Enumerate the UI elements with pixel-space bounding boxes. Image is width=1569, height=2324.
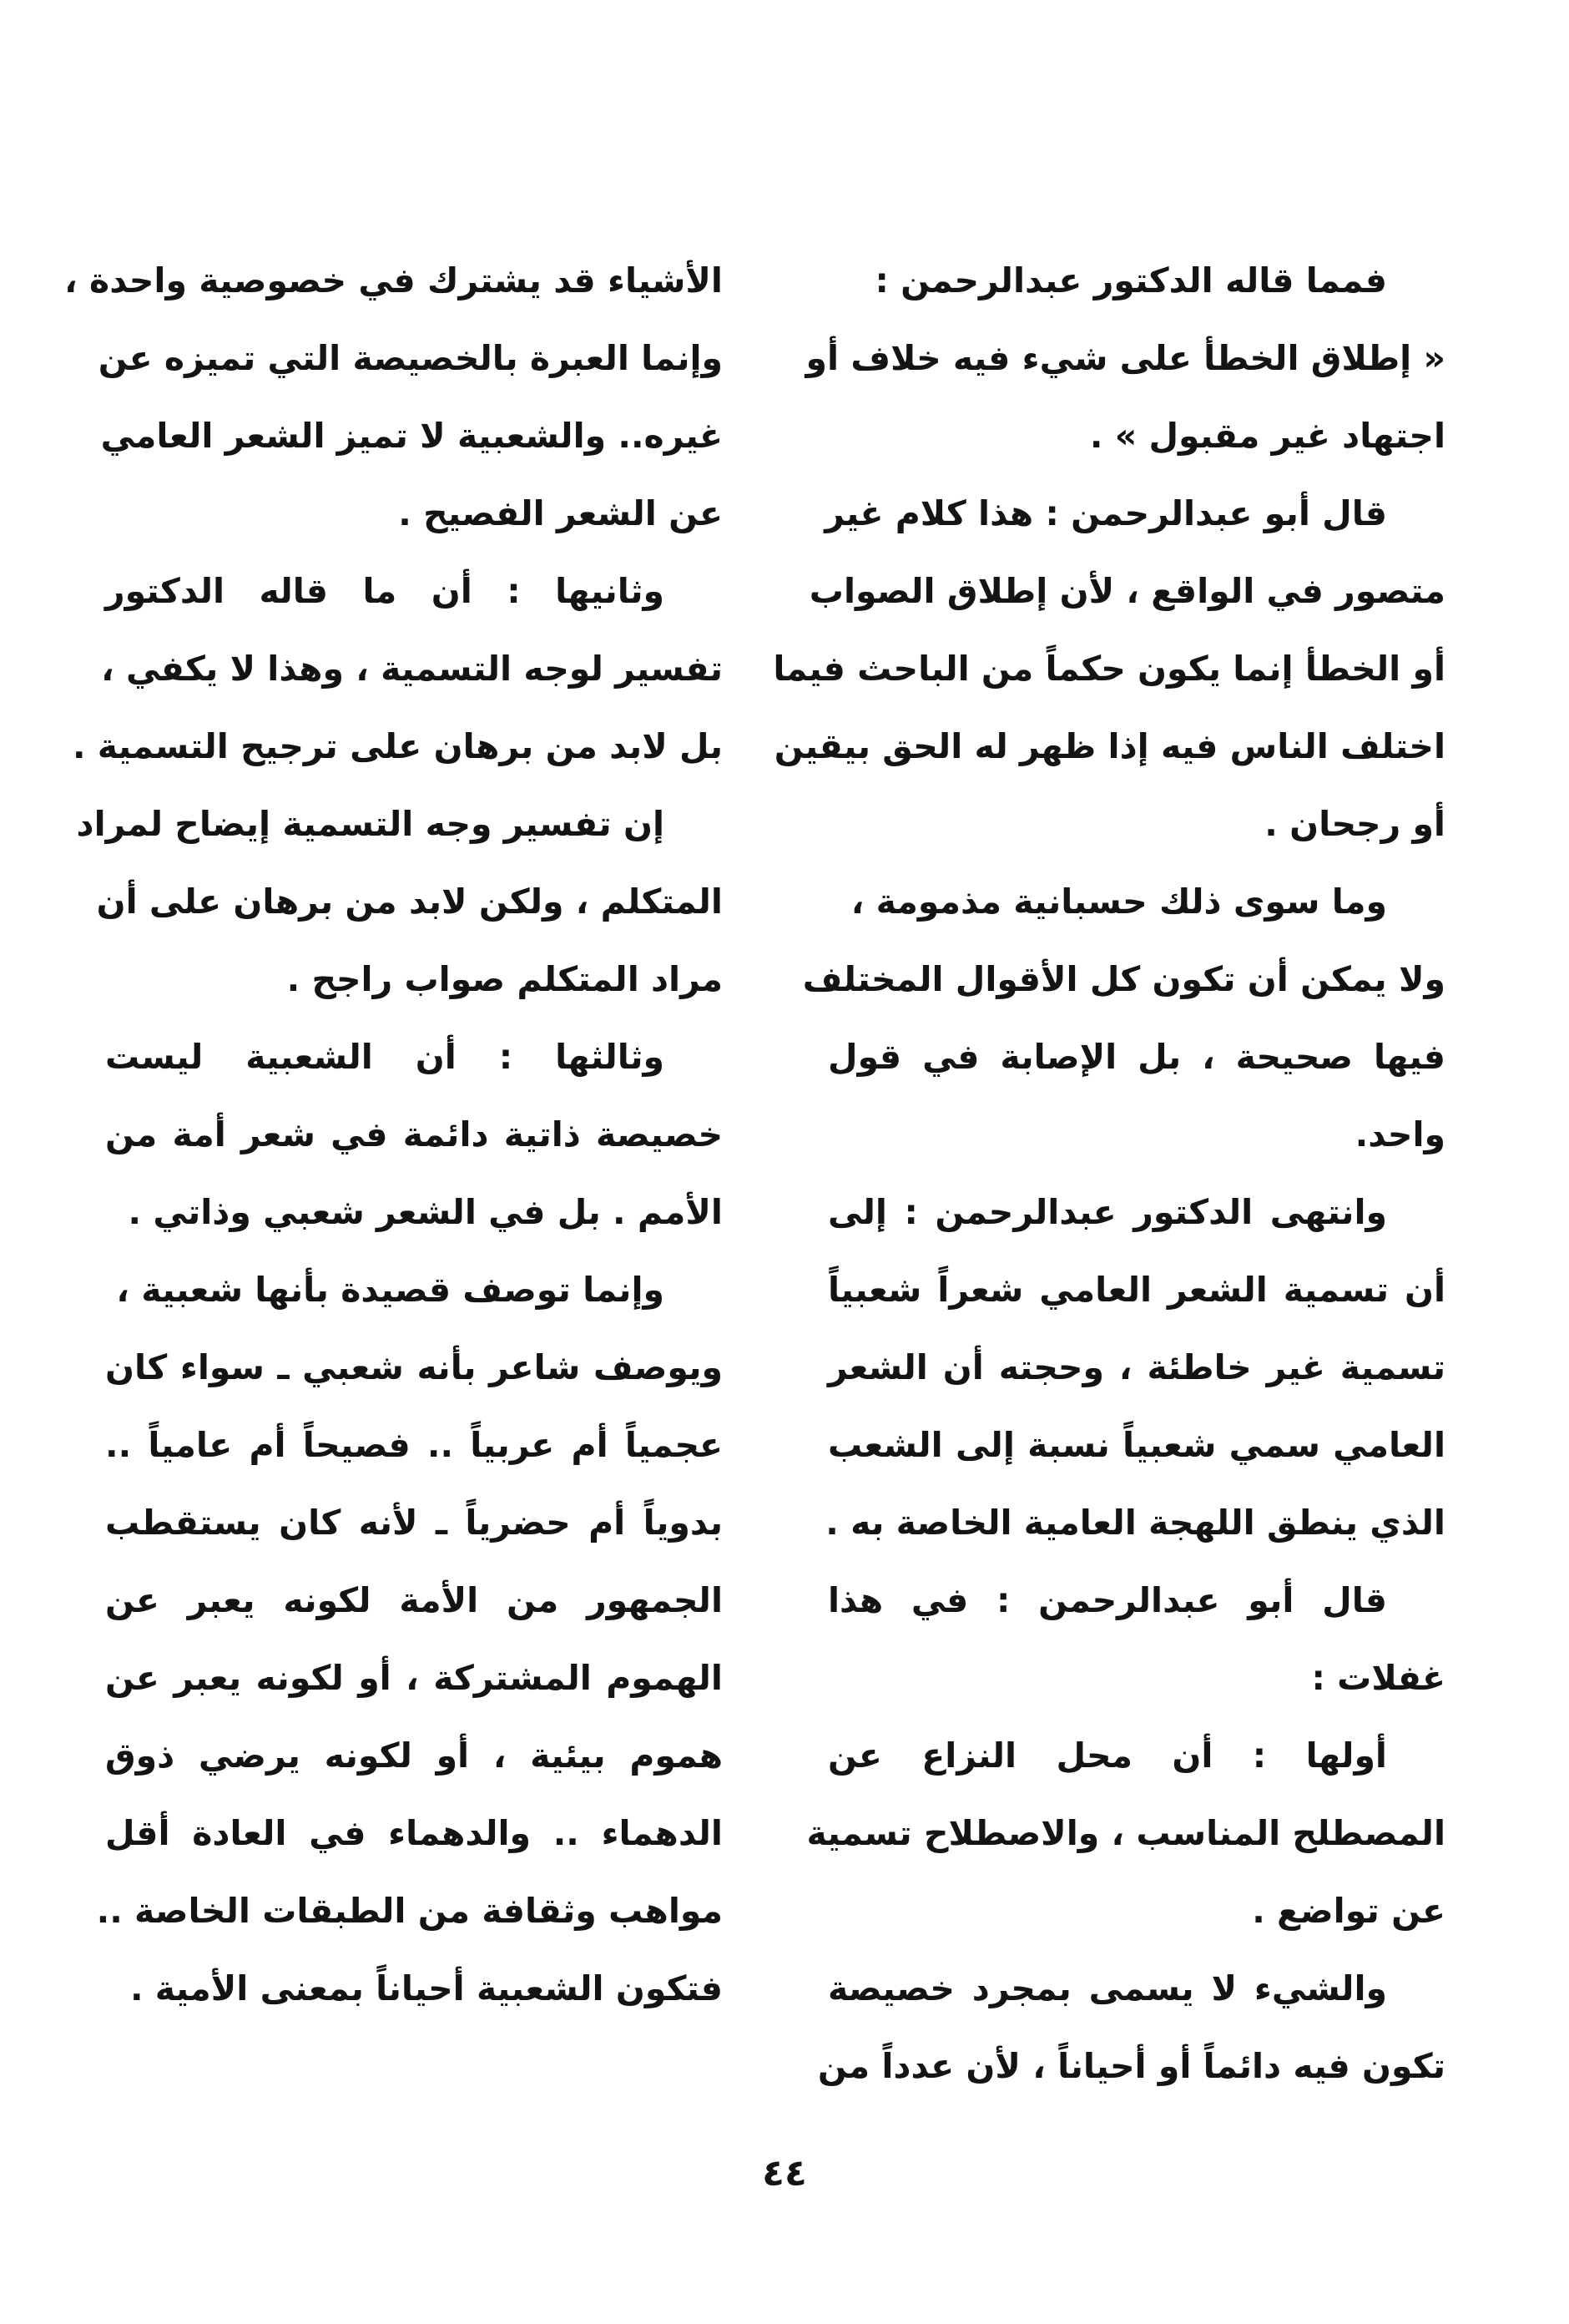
page-number: ٤٤ [762, 2152, 807, 2195]
text-line: اجتهاد غير مقبول » . [1089, 416, 1445, 456]
text-line: أولها : أن محل النزاع عن [828, 1735, 1387, 1776]
text-line: ويوصف شاعر بأنه شعبي ـ سواء كان [105, 1347, 723, 1387]
text-line: أو رجحان . [1264, 804, 1445, 844]
text-line: متصور في الواقع ، لأن إطلاق الصواب [809, 571, 1445, 611]
text-line: الأشياء قد يشترك في خصوصية واحدة ، [64, 260, 723, 301]
text-line: عجمياً أم عربياً .. فصيحاً أم عامياً .. [105, 1425, 723, 1465]
text-line: فمما قاله الدكتور عبدالرحمن : [875, 260, 1387, 301]
text-line: وانتهى الدكتور عبدالرحمن : إلى [828, 1192, 1387, 1232]
text-line: وإنما العبرة بالخصيصة التي تميزه عن [98, 338, 723, 378]
text-line: إن تفسير وجه التسمية إيضاح لمراد [76, 804, 664, 844]
text-line: وما سوى ذلك حسبانية مذمومة ، [850, 882, 1387, 922]
text-line: أو الخطأ إنما يكون حكماً من الباحث فيما [773, 649, 1445, 689]
text-line: عن تواضع . [1252, 1891, 1445, 1931]
text-line: المصطلح المناسب ، والاصطلاح تسمية [806, 1813, 1445, 1853]
text-line: فيها صحيحة ، بل الإصابة في قول [828, 1037, 1445, 1077]
text-line: اختلف الناس فيه إذا ظهر له الحق بيقين [774, 726, 1445, 766]
text-line: العامي سمي شعبياً نسبة إلى الشعب [828, 1425, 1445, 1465]
text-line: هموم بيئية ، أو لكونه يرضي ذوق [105, 1735, 723, 1776]
text-line: والشيء لا يسمى بمجرد خصيصة [828, 1968, 1387, 2008]
text-line: « إطلاق الخطأ على شيء فيه خلاف أو [805, 338, 1445, 378]
text-line: وثالثها : أن الشعبية ليست [105, 1037, 664, 1077]
text-line: مراد المتكلم صواب راجح . [286, 959, 723, 999]
text-line: بدوياً أم حضرياً ـ لأنه كان يستقطب [105, 1503, 723, 1543]
text-line: واحد. [1355, 1114, 1445, 1154]
text-line: الذي ينطق اللهجة العامية الخاصة به . [825, 1503, 1445, 1543]
text-line: بل لابد من برهان على ترجيح التسمية . [72, 726, 723, 766]
text-line: عن الشعر الفصيح . [398, 493, 723, 533]
text-line: قال أبو عبدالرحمن : في هذا [828, 1580, 1387, 1620]
text-line: أن تسمية الشعر العامي شعراً شعبياً [828, 1270, 1445, 1310]
text-line: وإنما توصف قصيدة بأنها شعبية ، [116, 1270, 664, 1310]
text-line: قال أبو عبدالرحمن : هذا كلام غير [825, 493, 1387, 533]
text-line: تسمية غير خاطئة ، وحجته أن الشعر [828, 1347, 1445, 1387]
text-line: وثانيها : أن ما قاله الدكتور [105, 571, 664, 611]
text-line: الهموم المشتركة ، أو لكونه يعبر عن [105, 1658, 723, 1698]
text-line: الأمم . بل في الشعر شعبي وذاتي . [128, 1192, 723, 1232]
text-line: تفسير لوجه التسمية ، وهذا لا يكفي ، [101, 649, 723, 689]
text-line: تكون فيه دائماً أو أحياناً ، لأن عدداً من [817, 2046, 1445, 2086]
text-line: خصيصة ذاتية دائمة في شعر أمة من [105, 1114, 723, 1154]
text-line: فتكون الشعبية أحياناً بمعنى الأمية . [129, 1968, 723, 2008]
left-text-column [64, 242, 723, 2028]
text-line: ولا يمكن أن تكون كل الأقوال المختلف [802, 959, 1445, 999]
text-line: مواهب وثقافة من الطبقات الخاصة .. [96, 1891, 723, 1931]
right-text-column [773, 242, 1445, 2105]
text-line: غفلات : [1311, 1658, 1445, 1698]
text-line: الجمهور من الأمة لكونه يعبر عن [105, 1580, 723, 1620]
text-line: غيره.. والشعبية لا تميز الشعر العامي [100, 416, 723, 456]
text-line: الدهماء .. والدهماء في العادة أقل [105, 1813, 723, 1853]
text-line: المتكلم ، ولكن لابد من برهان على أن [96, 882, 723, 922]
